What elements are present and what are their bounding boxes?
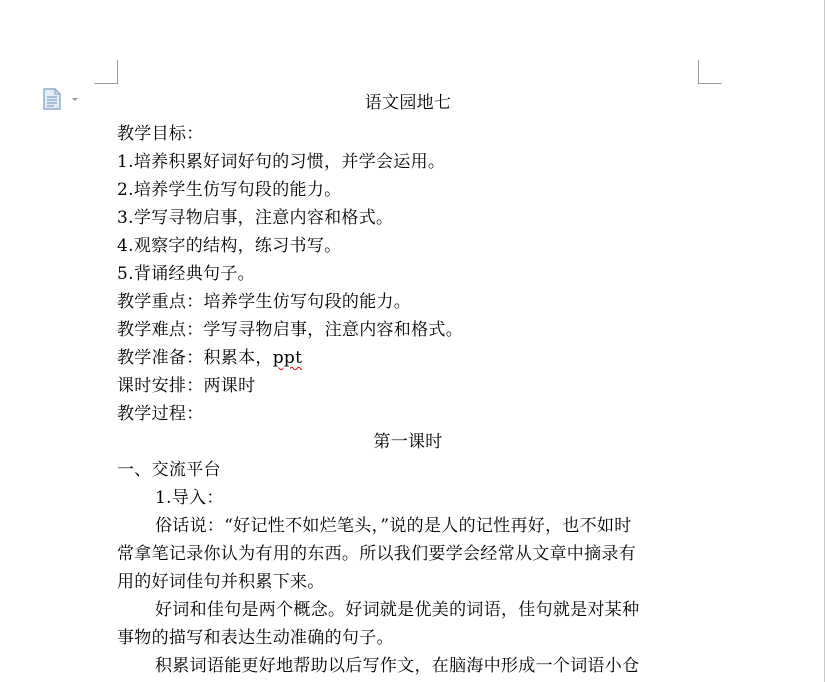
text-line: 1.培养积累好词好句的习惯，并学会运用。 bbox=[117, 152, 446, 172]
text-line: 教学重点：培养学生仿写句段的能力。 bbox=[117, 292, 412, 312]
crop-mark-top-left bbox=[117, 60, 118, 83]
text-line: 4.观察字的结构，练习书写。 bbox=[117, 236, 342, 256]
crop-mark-top-left bbox=[94, 83, 118, 84]
preparation-label: 教学准备：积累本， bbox=[117, 348, 273, 368]
crop-mark-top-right bbox=[698, 83, 722, 84]
dropdown-arrow-icon bbox=[72, 98, 78, 101]
paragraph-line: 用的好词佳句并积累下来。 bbox=[117, 572, 325, 592]
window-right-border bbox=[824, 0, 825, 682]
lesson-heading: 第一课时 bbox=[373, 432, 443, 452]
section-heading: 一、交流平台 bbox=[117, 460, 221, 480]
text-line: 5.背诵经典句子。 bbox=[117, 264, 255, 284]
paragraph-line: 俗话说：“好记性不如烂笔头，”说的是人的记性再好，也不如时 bbox=[155, 516, 632, 536]
paragraph-line: 常拿笔记录你认为有用的东西。所以我们要学会经常从文章中摘录有 bbox=[117, 544, 636, 564]
document-options-button[interactable] bbox=[42, 88, 82, 110]
paragraph-line: 好词和佳句是两个概念。好词就是优美的词语，佳句就是对某种 bbox=[155, 600, 640, 620]
text-line: 课时安排：两课时 bbox=[117, 376, 256, 396]
paragraph-line: 积累词语能更好地帮助以后写作文，在脑海中形成一个词语小仓 bbox=[155, 656, 640, 676]
text-line-preparation bbox=[117, 348, 302, 368]
spellcheck-word[interactable]: ppt bbox=[272, 348, 303, 368]
document-title: 语文园地七 bbox=[364, 93, 452, 113]
crop-mark-top-right bbox=[698, 60, 699, 83]
subheading: 1.导入： bbox=[155, 488, 224, 508]
text-line: 教学过程： bbox=[117, 404, 204, 424]
text-line: 3.学写寻物启事，注意内容和格式。 bbox=[117, 208, 394, 228]
text-line: 教学目标： bbox=[117, 124, 204, 144]
paragraph-line: 事物的描写和表达生动准确的句子。 bbox=[117, 628, 394, 648]
text-line: 2.培养学生仿写句段的能力。 bbox=[117, 180, 342, 200]
text-line: 教学难点：学写寻物启事，注意内容和格式。 bbox=[117, 320, 463, 340]
document-options-icon bbox=[42, 88, 82, 110]
